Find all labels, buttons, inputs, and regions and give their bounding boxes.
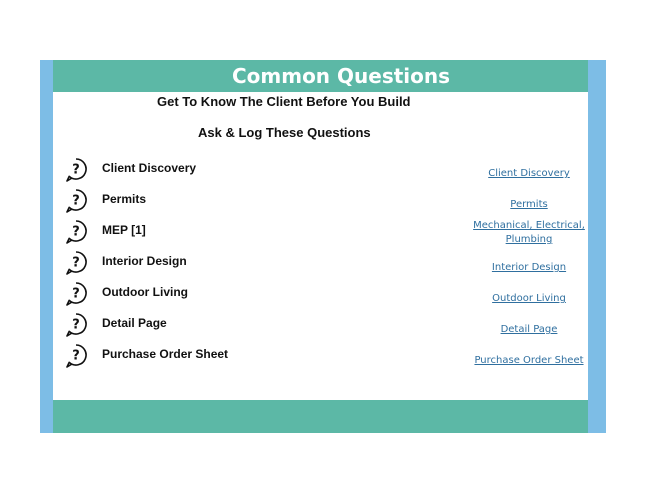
link-permits[interactable]: Permits — [510, 199, 548, 210]
question-label: Detail Page — [102, 316, 167, 330]
question-row-outdoor-living — [53, 281, 588, 307]
question-row-permits — [53, 188, 588, 214]
section-label: Ask & Log These Questions — [198, 125, 371, 140]
page-title: Common Questions — [231, 64, 451, 88]
link-mechanical-electrical-plumbing[interactable] — [471, 219, 587, 247]
footer-bar — [53, 400, 588, 433]
question-row-purchase-order-sheet — [53, 343, 588, 369]
question-label: Outdoor Living — [102, 285, 188, 299]
link-line: Plumbing — [505, 234, 553, 245]
svg-text:?: ? — [72, 286, 80, 302]
link-detail-page[interactable]: Detail Page — [500, 324, 558, 335]
link-interior-design[interactable]: Interior Design — [491, 262, 567, 273]
question-bubble-icon — [64, 219, 88, 245]
svg-text:?: ? — [72, 255, 80, 271]
header-bar — [53, 60, 588, 92]
question-label: Purchase Order Sheet — [102, 347, 229, 361]
link-outdoor-living[interactable]: Outdoor Living — [492, 293, 566, 304]
question-label: Client Discovery — [102, 161, 197, 175]
question-bubble-icon — [64, 281, 88, 307]
question-row-client-discovery — [53, 157, 588, 183]
svg-text:?: ? — [72, 193, 80, 209]
link-client-discovery[interactable]: Client Discovery — [488, 168, 570, 179]
question-row-interior-design — [53, 250, 588, 276]
question-bubble-icon — [64, 312, 88, 338]
question-bubble-icon — [64, 343, 88, 369]
svg-text:?: ? — [72, 224, 80, 240]
question-label: MEP [1] — [102, 223, 146, 237]
link-line: Mechanical, Electrical, — [473, 220, 585, 231]
subtitle: Get To Know The Client Before You Build — [157, 94, 411, 109]
svg-text:?: ? — [72, 317, 80, 333]
svg-text:?: ? — [72, 162, 80, 178]
question-row-detail-page — [53, 312, 588, 338]
content-panel — [53, 60, 588, 433]
question-bubble-icon — [64, 188, 88, 214]
question-label: Interior Design — [102, 254, 187, 268]
question-bubble-icon — [64, 250, 88, 276]
question-row-mep — [53, 219, 588, 245]
link-purchase-order-sheet[interactable]: Purchase Order Sheet — [474, 355, 584, 366]
question-bubble-icon — [64, 157, 88, 183]
question-label: Permits — [102, 192, 147, 206]
svg-text:?: ? — [72, 348, 80, 364]
